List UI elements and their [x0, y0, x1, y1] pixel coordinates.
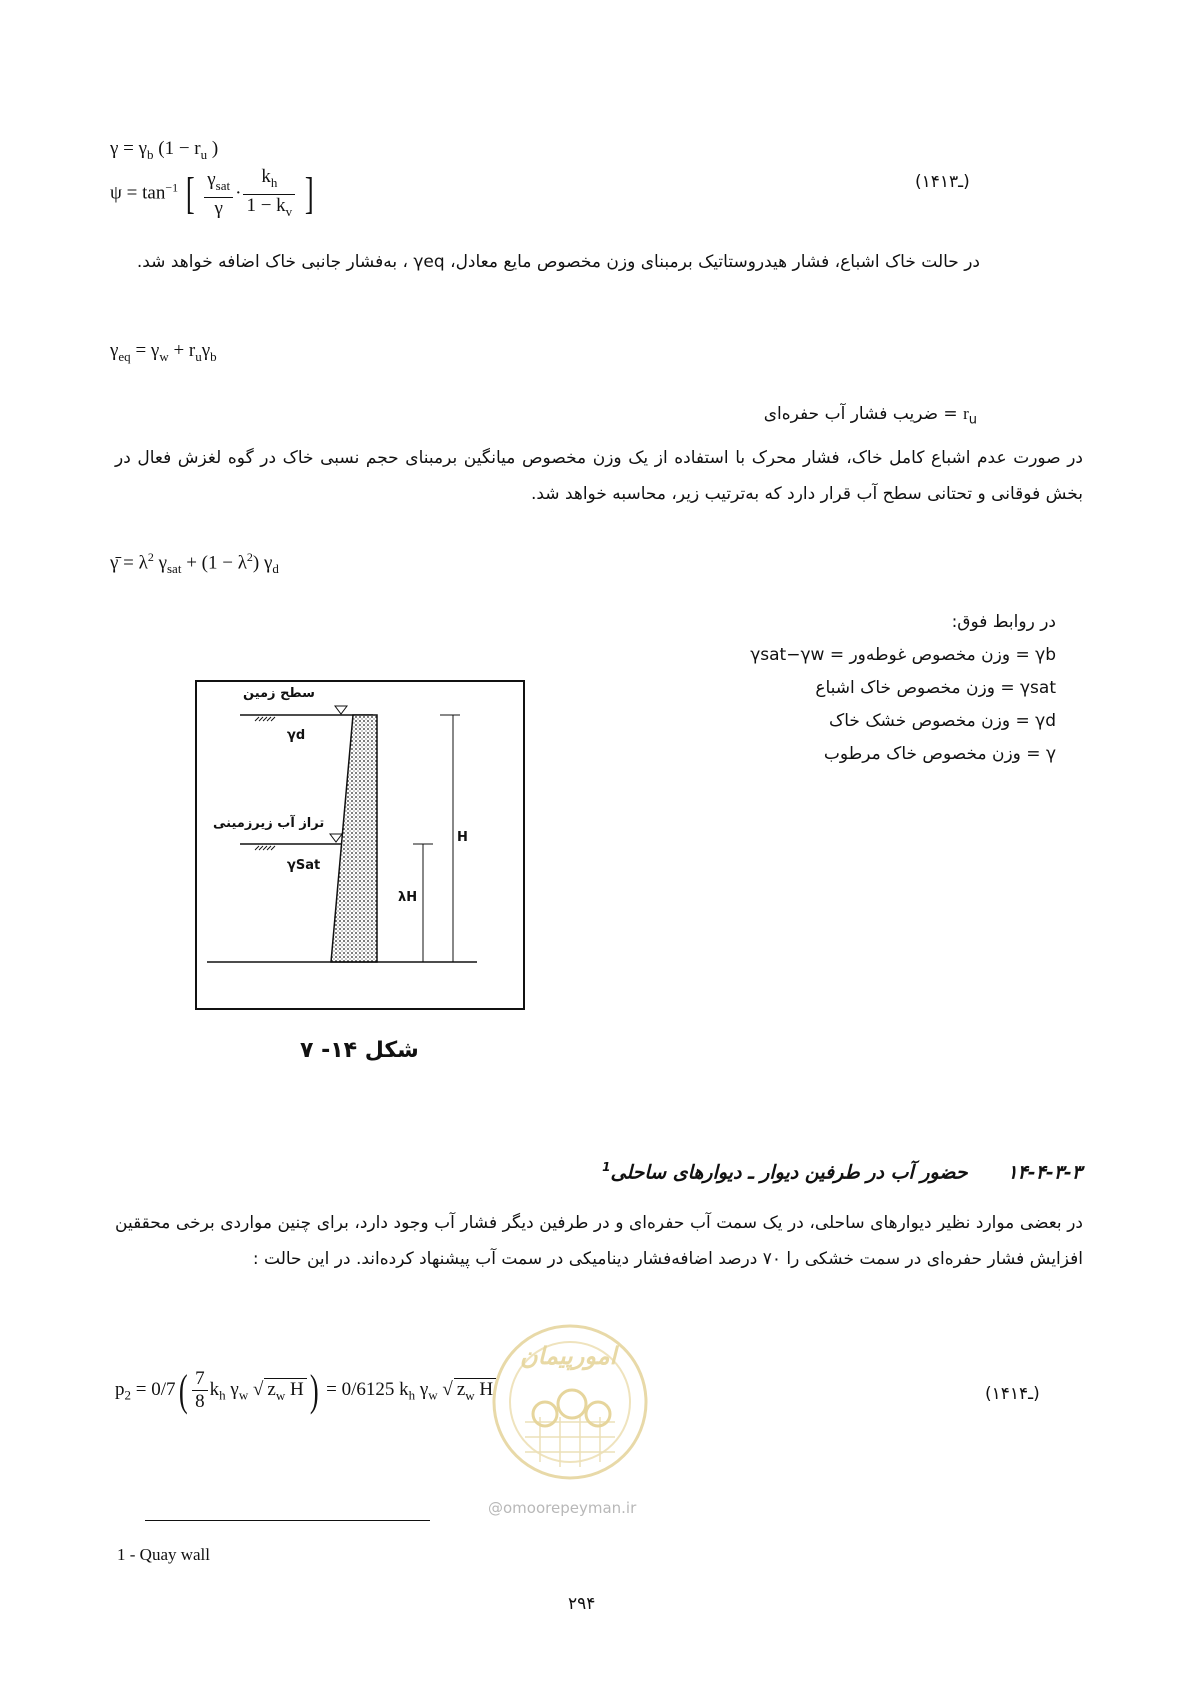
retaining-wall-diagram: [195, 680, 525, 1010]
equation-number-14-14: (۱۴ـ۱۴): [985, 1384, 1040, 1404]
footnote: 1 - Quay wall: [117, 1545, 211, 1564]
equation-p2: $p_2 = 0/7$( $\frac{7}{8}$ $k_h$ $\gamma_w$ √ $z_w$ H ) = 0/6125 $k_h$ $\gamma_w$ √ $z_w$ H: [115, 1368, 496, 1413]
equation-number-13-14: (۱۴ـ۱۳): [915, 172, 970, 192]
ground-marker-icon: [335, 706, 347, 714]
ru-definition: $r_u$ = ضریب فشار آب حفره‌ای: [763, 404, 977, 428]
section-number: ۱۴-۴-۳-۳: [1007, 1161, 1082, 1184]
watermark-url: @omoorepeyman.ir: [488, 1499, 637, 1517]
paragraph-unsaturated-soil: در صورت عدم اشباع کامل خاک، فشار محرک با استفاده از یک وزن مخصوص میانگین برمبنای حجم نسبی خاک در گوه لغزش فعال در بخش فوقانی و تحتانی سطح آب قرار دارد که به‌ترتیب زیر، محاسبه خواهد شد.: [115, 448, 1083, 504]
watermark-logo-text: امورپیمان: [520, 1342, 617, 1370]
retaining-wall: [331, 715, 377, 962]
water-hatching: [255, 846, 275, 850]
gamma-sat-label: γSat: [287, 858, 321, 873]
section-heading: [602, 1160, 1082, 1183]
H-label: H: [457, 830, 468, 845]
footnote-ref: 1: [602, 1160, 611, 1174]
equation-gamma: $\gamma = \gamma_b$ ($1 - r_u$ ): [110, 138, 219, 162]
page-number: ۲۹۴: [568, 1594, 596, 1614]
symbol-gamma-d: γd = وزن مخصوص خشک خاک: [829, 711, 1056, 731]
watermark-logo: [490, 1322, 650, 1527]
water-table-label: تراز آب زیرزمینی: [213, 816, 325, 831]
gamma-d-label: γd: [287, 728, 306, 743]
paragraph-quay-walls: در بعضی موارد نظیر دیوارهای ساحلی، در یک سمت آب حفره‌ای و در طرفین دیگر فشار آب وجود دارد، برای چنین مواردی برخی محققین افزایش فشار حفره‌ای در سمت خشکی را ۷۰ درصد اضافه‌فشار دینامیکی در سمت آب پیشنهاد کرده‌اند. در این حالت :: [115, 1213, 1083, 1269]
symbol-definitions: [750, 612, 1056, 777]
symbol-gamma-b: γb = وزن مخصوص غوطه‌ور = γsat−γw: [750, 645, 1056, 665]
lambda-H-label: λH: [398, 890, 418, 905]
footnote-separator: [145, 1520, 430, 1521]
section-title: حضور آب در طرفین دیوار ـ دیوارهای ساحلی: [610, 1161, 968, 1184]
water-marker-icon: [330, 834, 342, 842]
relations-intro: در روابط فوق:: [951, 612, 1056, 632]
ground-label: سطح زمین: [243, 686, 315, 701]
figure-caption: شکل ۱۴- ۷: [300, 1038, 419, 1063]
figure-retaining-wall: [195, 680, 525, 1010]
ground-hatching: [255, 717, 275, 721]
symbol-gamma: γ = وزن مخصوص خاک مرطوب: [823, 744, 1056, 764]
equation-psi: $\psi = \tan^{-1}$ [ $\frac{\gamma_{sat}}{\gamma}$ · $\frac{k_h}{1 - k_v}$ ]: [110, 166, 314, 219]
paragraph-saturated-soil: در حالت خاک اشباع، فشار هیدروستاتیک برمبنای وزن مخصوص مایع معادل، γeq ، به‌فشار جانبی خاک اضافه خواهد شد.: [136, 252, 980, 272]
equation-gamma-eq: $\gamma_{eq} = \gamma_w + r_u\gamma_b$: [110, 340, 217, 364]
symbol-gamma-sat: γsat = وزن مخصوص خاک اشباع: [815, 678, 1056, 698]
equation-gamma-bar: γ̄ = $\lambda^2$ $\gamma_{sat} + (1 - \lambda^2)$ $\gamma_d$: [110, 550, 279, 577]
